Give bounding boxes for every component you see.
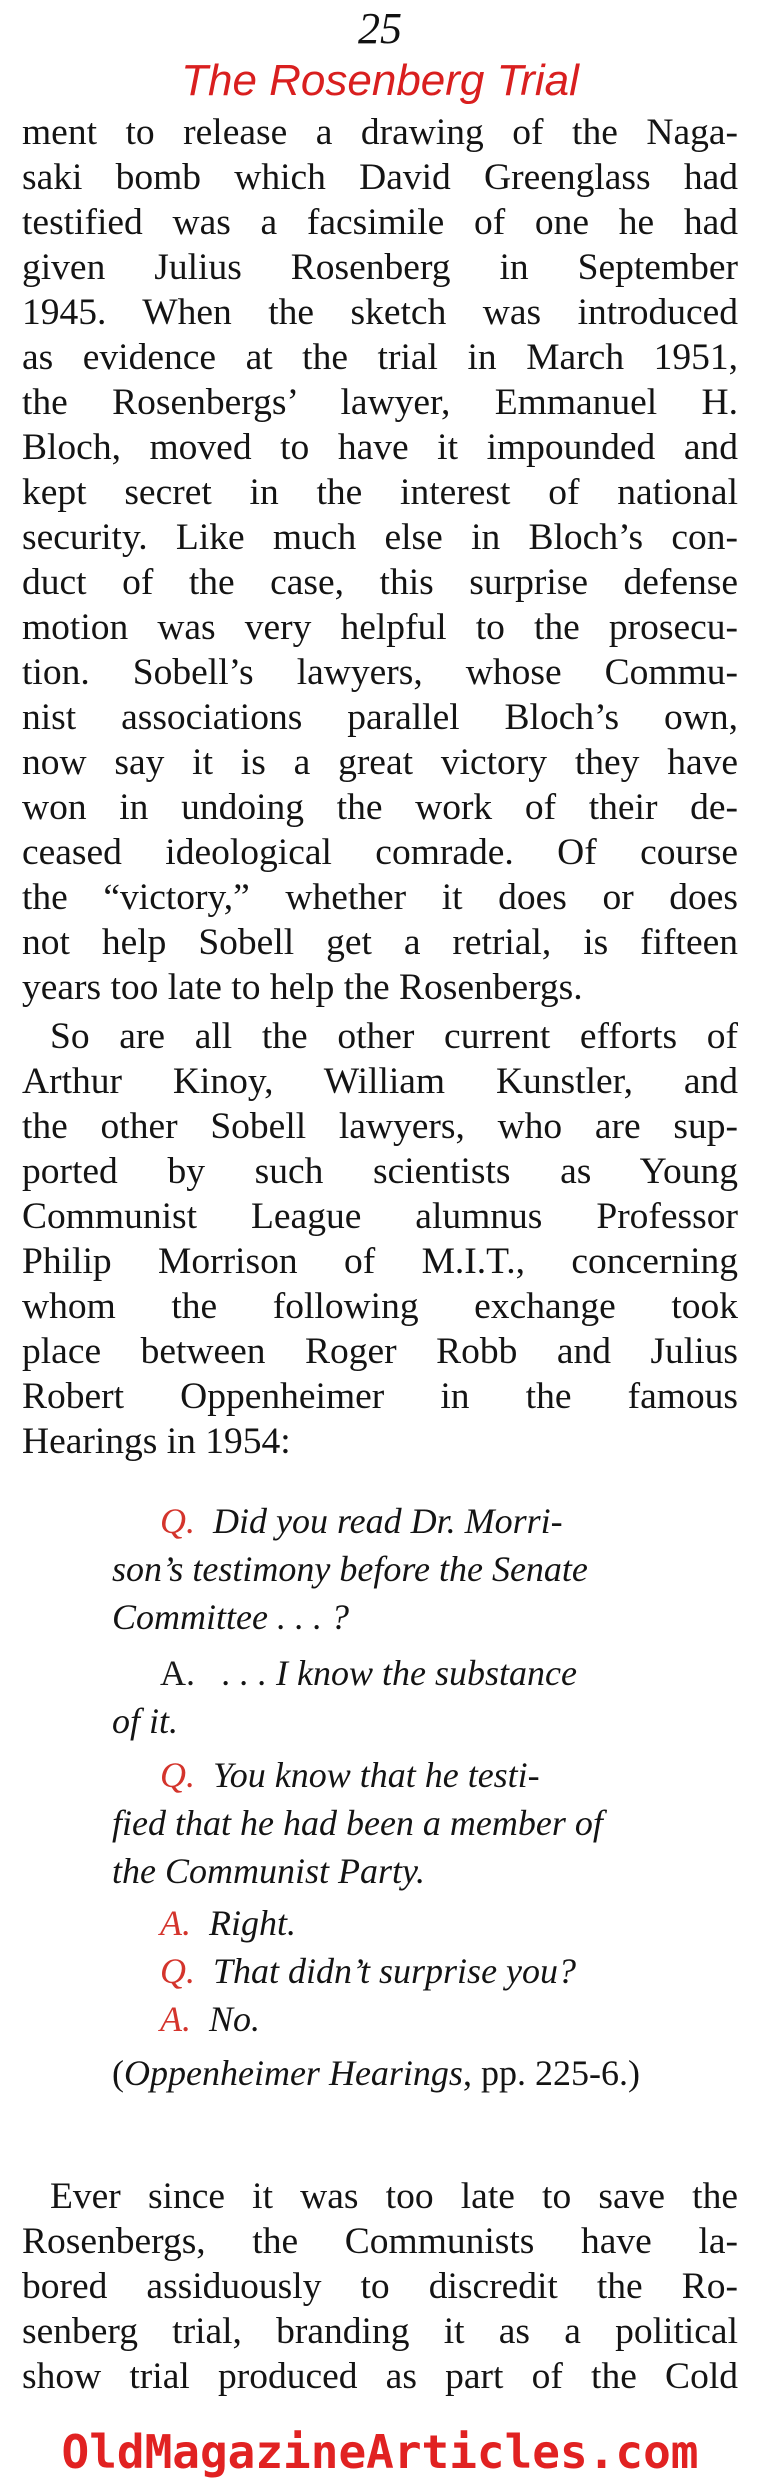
text-line: 1945. When the sketch was introduced — [22, 292, 738, 333]
question-text: Committee . . . ? — [112, 1597, 349, 1637]
citation-paren: ( — [112, 2053, 124, 2093]
text-line: bored assiduously to discredit the Ro- — [22, 2266, 738, 2307]
text-line: place between Roger Robb and Julius — [22, 1331, 738, 1372]
answer-line — [160, 1996, 260, 2042]
text-line: the “victory,” whether it does or does — [22, 877, 738, 918]
question-line — [160, 1948, 576, 1994]
citation — [112, 2050, 640, 2096]
answer-marker: A. — [160, 1653, 195, 1693]
site-watermark: OldMagazineArticles.com — [61, 2425, 699, 2479]
text-line: whom the following exchange took — [22, 1286, 738, 1327]
text-line: ported by such scientists as Young — [22, 1151, 738, 1192]
answer-line — [160, 1900, 296, 1946]
answer-text: Right. — [209, 1903, 296, 1943]
citation-title: Oppenheimer Hearings — [124, 2053, 463, 2093]
question-marker: Q. — [160, 1755, 195, 1795]
text-line: tion. Sobell’s lawyers, whose Commu- — [22, 652, 738, 693]
answer-text: No. — [209, 1999, 261, 2039]
question-line — [112, 1848, 425, 1894]
text-line: nist associations parallel Bloch’s own, — [22, 697, 738, 738]
text-line: show trial produced as part of the Cold — [22, 2356, 738, 2397]
question-text: That didn’t surprise you? — [213, 1951, 577, 1991]
text-line: Ever since it was too late to save the — [50, 2176, 738, 2217]
text-line: Arthur Kinoy, William Kunstler, and — [22, 1061, 738, 1102]
page-number: 25 — [358, 4, 402, 53]
text-line: Hearings in 1954: — [22, 1421, 291, 1462]
text-line: saki bomb which David Greenglass had — [22, 157, 738, 198]
text-line: testified was a facsimile of one he had — [22, 202, 738, 243]
question-line — [112, 1594, 349, 1640]
text-line: duct of the case, this surprise defense — [22, 562, 738, 603]
question-text: You know that he testi- — [213, 1755, 540, 1795]
answer-line — [160, 1650, 577, 1696]
citation-pages: , pp. 225-6.) — [462, 2053, 640, 2093]
text-line: ment to release a drawing of the Naga- — [22, 112, 738, 153]
paragraph-3 — [22, 2174, 738, 2399]
answer-marker: A. — [160, 1903, 191, 1943]
text-line: years too late to help the Rosenbergs. — [22, 967, 583, 1008]
question-line — [112, 1800, 603, 1846]
answer-text: of it. — [112, 1701, 179, 1741]
paragraph-2 — [22, 1014, 738, 1464]
text-line: Robert Oppenheimer in the famous — [22, 1376, 738, 1417]
question-line — [160, 1498, 563, 1544]
text-line: motion was very helpful to the prosecu- — [22, 607, 738, 648]
question-text: son’s testimony before the Senate — [112, 1549, 588, 1589]
question-line — [160, 1752, 540, 1798]
text-line: ceased ideological comrade. Of course — [22, 832, 738, 873]
answer-line — [112, 1698, 178, 1744]
text-line: kept secret in the interest of national — [22, 472, 738, 513]
answer-text: . . . I know the substance — [222, 1653, 577, 1693]
text-line: Bloch, moved to have it impounded and — [22, 427, 738, 468]
text-line: as evidence at the trial in March 1951, — [22, 337, 738, 378]
question-marker: Q. — [160, 1951, 195, 1991]
text-line: the other Sobell lawyers, who are sup- — [22, 1106, 738, 1147]
text-line: Philip Morrison of M.I.T., concerning — [22, 1241, 738, 1282]
text-line: now say it is a great victory they have — [22, 742, 738, 783]
question-line — [112, 1546, 588, 1592]
text-line: not help Sobell get a retrial, is fifteen — [22, 922, 738, 963]
question-text: fied that he had been a member of — [112, 1803, 603, 1843]
question-text: the Communist Party. — [112, 1851, 425, 1891]
text-line: Rosenbergs, the Communists have la- — [22, 2221, 738, 2262]
answer-marker: A. — [160, 1999, 191, 2039]
text-line: So are all the other current efforts of — [50, 1016, 738, 1057]
text-line: won in undoing the work of their de- — [22, 787, 738, 828]
text-line: the Rosenbergs’ lawyer, Emmanuel H. — [22, 382, 738, 423]
text-line: security. Like much else in Bloch’s con- — [22, 517, 738, 558]
article-title: The Rosenberg Trial — [181, 56, 579, 105]
paragraph-1 — [22, 110, 738, 1010]
text-line: given Julius Rosenberg in September — [22, 247, 738, 288]
text-line: Communist League alumnus Professor — [22, 1196, 738, 1237]
question-text: Did you read Dr. Morri- — [213, 1501, 563, 1541]
question-marker: Q. — [160, 1501, 195, 1541]
text-line: senberg trial, branding it as a political — [22, 2311, 738, 2352]
